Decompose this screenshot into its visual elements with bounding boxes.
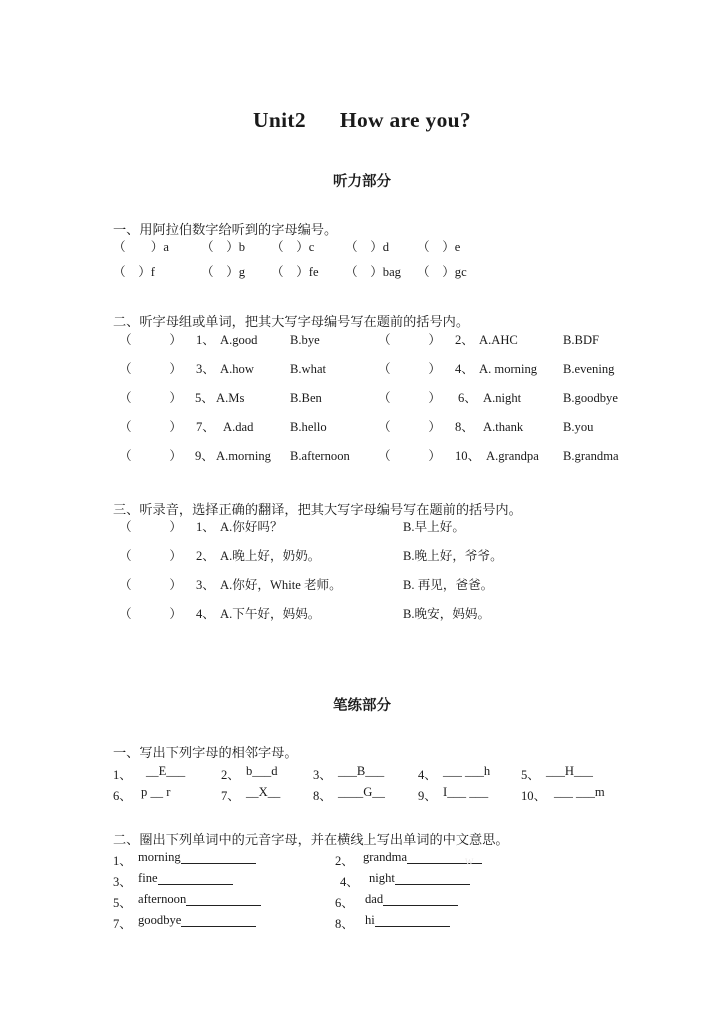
answer-blank[interactable]: （ ）c [271,240,315,255]
answer-blank[interactable]: （ ）a [113,240,169,255]
item-number: 1、 [113,767,132,782]
choice-b[interactable]: B.bye [290,332,320,347]
listening-q1-heading: 一、用阿拉伯数字给听到的字母编号。 [113,221,338,237]
vocab-word[interactable]: goodbye [138,913,256,928]
vocab-word[interactable]: grandma [363,850,482,865]
item-number: 3、 [196,578,215,593]
answer-bracket[interactable]: （ ） [378,419,441,434]
item-number: 4、 [455,361,474,376]
answer-blank[interactable]: （ ）b [201,240,246,255]
watermark: W [465,857,476,867]
answer-bracket[interactable]: （ ） [119,361,182,376]
written-q1-heading: 一、写出下列字母的相邻字母。 [113,745,298,761]
item-number: 8、 [455,419,474,434]
choice-b[interactable]: B.grandma [563,448,619,463]
listening-question-three [0,478,724,637]
choice-b[interactable]: B.晚上好，爷爷。 [403,549,503,564]
choice-b[interactable]: B.you [563,419,594,434]
listening-q1-row [113,265,684,290]
letter-blank[interactable]: I___ ___ [443,784,489,799]
choice-b[interactable]: B.hello [290,419,327,434]
choice-row [113,449,684,478]
answer-bracket[interactable]: （ ） [378,361,441,376]
answer-blank[interactable]: （ ）e [417,240,461,255]
item-number: 1、 [196,520,215,535]
listening-q3-heading: 三、听录音，选择正确的翻译，把其大写字母编号写在题前的括号内。 [113,501,522,517]
choice-a[interactable]: A.晚上好，奶奶。 [220,549,321,564]
choice-row [113,578,684,607]
choice-a[interactable]: A.AHC [479,332,518,347]
choice-a[interactable]: A.你好吗？ [220,520,283,535]
answer-blank[interactable]: （ ）f [113,265,155,280]
item-number: 8、 [335,917,354,932]
listening-q1-row [113,240,684,265]
vocab-word[interactable]: hi [365,913,450,928]
written-q2-row [113,871,684,892]
answer-bracket[interactable]: （ ） [119,448,182,463]
item-number: 4、 [340,875,359,890]
letter-blank[interactable]: __X__ [246,784,281,799]
answer-blank[interactable]: （ ）gc [417,265,467,280]
answer-bracket[interactable]: （ ） [378,390,441,405]
vocab-word[interactable]: morning [138,850,256,865]
written-q2-heading: 二、圈出下列单词中的元音字母，并在横线上写出单词的中文意思。 [113,831,509,847]
written-question-two [0,806,724,935]
answer-blank[interactable]: （ ）g [201,265,246,280]
item-number: 2、 [455,332,474,347]
written-question-one [0,715,724,806]
letter-blank[interactable]: __E___ [146,763,186,778]
choice-row [113,520,684,549]
choice-row [113,362,684,391]
listening-section-banner: 听力部分 [333,173,391,190]
letter-blank[interactable]: ___ ___m [554,784,605,799]
item-number: 10、 [455,448,481,463]
letter-blank[interactable]: ____G__ [338,784,385,799]
item-number: 3、 [313,767,332,782]
choice-a[interactable]: A.grandpa [486,448,539,463]
choice-b[interactable]: B.晚安，妈妈。 [403,607,491,622]
choice-a[interactable]: A.下午好，妈妈。 [220,607,321,622]
item-number: 2、 [196,549,215,564]
answer-bracket[interactable]: （ ） [119,607,182,622]
title-heading: How are you? [339,108,471,132]
answer-bracket[interactable]: （ ） [119,390,182,405]
item-number: 6、 [458,390,477,405]
choice-a[interactable]: A.morning [216,448,271,463]
choice-a[interactable]: A.你好，White 老师。 [220,578,342,593]
letter-blank[interactable]: p __ r [141,784,171,799]
item-number: 5、 [195,390,214,405]
item-number: 7、 [113,917,132,932]
item-number: 8、 [313,788,332,803]
item-number: 3、 [113,875,132,890]
choice-a[interactable]: A. morning [479,361,538,376]
item-number: 5、 [113,896,132,911]
item-number: 4、 [418,767,437,782]
choice-row [113,549,684,578]
vocab-word[interactable]: night [369,871,470,886]
letter-blank[interactable]: ___B___ [338,763,385,778]
choice-b[interactable]: B.what [290,361,327,376]
item-number: 9、 [418,788,437,803]
answer-blank[interactable]: （ ）bag [345,265,401,280]
choice-a[interactable]: A.night [483,390,522,405]
choice-b[interactable]: B.Ben [290,390,322,405]
answer-bracket[interactable]: （ ） [119,578,182,593]
answer-bracket[interactable]: （ ） [119,332,182,347]
written-q1-row [113,785,684,806]
item-number: 3、 [196,361,215,376]
written-q2-row [113,850,684,871]
listening-q2-heading: 二、听字母组或单词，把其大写字母编号写在题前的括号内。 [113,314,470,330]
vocab-word[interactable]: fine [138,871,233,886]
item-number: 2、 [335,854,354,869]
choice-a[interactable]: A.dad [223,419,254,434]
written-section-banner: 笔练部分 [333,698,391,715]
answer-blank[interactable]: （ ）d [345,240,390,255]
answer-bracket[interactable]: （ ） [119,520,182,535]
choice-a[interactable]: A.thank [483,419,524,434]
answer-bracket[interactable]: （ ） [378,448,441,463]
item-number: 1、 [113,854,132,869]
choice-row [113,391,684,420]
item-number: 6、 [335,896,354,911]
letter-blank[interactable]: ___H___ [546,763,593,778]
written-q2-row [113,913,684,934]
choice-row [113,333,684,362]
written-q1-row [113,764,684,785]
choice-a[interactable]: A.how [220,361,254,376]
answer-bracket[interactable]: （ ） [378,332,441,347]
letter-blank[interactable]: b___d [246,763,278,778]
vocab-word[interactable]: afternoon [138,892,261,907]
answer-blank[interactable]: （ ）fe [271,265,319,280]
item-number: 4、 [196,607,215,622]
item-number: 7、 [221,788,240,803]
item-number: 7、 [196,419,215,434]
listening-question-one [0,191,724,291]
letter-blank[interactable]: ___ ___h [443,763,491,778]
choice-a[interactable]: A.Ms [216,390,245,405]
answer-bracket[interactable]: （ ） [119,419,182,434]
item-number: 9、 [195,448,214,463]
choice-b[interactable]: B.goodbye [563,390,618,405]
item-number: 10、 [521,788,547,803]
answer-bracket[interactable]: （ ） [119,549,182,564]
item-number: 1、 [196,332,215,347]
choice-b[interactable]: B.afternoon [290,448,350,463]
vocab-word[interactable]: dad [365,892,458,907]
page-title [0,0,724,134]
item-number: 6、 [113,788,132,803]
written-q2-row [113,892,684,913]
listening-question-two [0,290,724,478]
choice-b[interactable]: B.BDF [563,332,600,347]
title-unit: Unit2 [253,108,306,132]
choice-row [113,607,684,636]
choice-b[interactable]: B. 再见，爸爸。 [403,578,494,593]
choice-row [113,420,684,449]
choice-b[interactable]: B.evening [563,361,615,376]
item-number: 5、 [521,767,540,782]
item-number: 2、 [221,767,240,782]
choice-a[interactable]: A.good [220,332,258,347]
choice-b[interactable]: B.早上好。 [403,520,465,535]
